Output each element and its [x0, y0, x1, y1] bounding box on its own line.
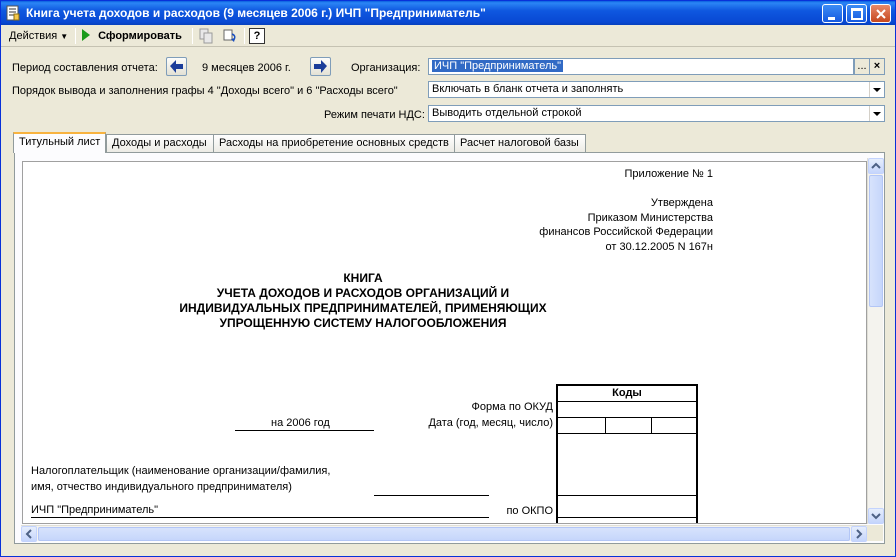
scroll-down-button[interactable]	[868, 508, 884, 524]
taxpayer-underline	[374, 495, 489, 496]
org-clear-button[interactable]: ×	[869, 58, 885, 75]
close-button[interactable]	[870, 4, 891, 23]
codes-table	[556, 384, 698, 524]
window-title: Книга учета доходов и расходов (9 месяцев 2006 г.) ИЧП "Предприниматель"	[26, 6, 486, 20]
book-title-3: ИНДИВИДУАЛЬНЫХ ПРЕДПРИНИМАТЕЛЕЙ, ПРИМЕНЯЮЩИХ	[179, 301, 547, 315]
scroll-left-button[interactable]	[21, 526, 37, 542]
refresh-icon	[222, 28, 238, 44]
codes-header-row	[558, 386, 696, 402]
help-button[interactable]	[249, 28, 265, 44]
maximize-icon	[847, 5, 868, 24]
play-icon	[81, 29, 91, 41]
tab-tax-base[interactable]: Расчет налоговой базы	[454, 134, 586, 152]
codes-date-row	[558, 418, 696, 434]
taxpayer-name: ИЧП "Предприниматель"	[31, 504, 159, 516]
cell-divider	[605, 418, 606, 433]
actions-menu[interactable]	[9, 27, 68, 45]
generate-label: Сформировать	[98, 30, 182, 42]
org-input[interactable]	[428, 58, 854, 75]
vertical-scroll-thumb[interactable]	[869, 175, 883, 307]
generate-button[interactable]	[81, 27, 182, 45]
title-bar[interactable]	[1, 1, 895, 25]
minimize-button[interactable]	[822, 4, 843, 23]
approved-line-1: Утверждена	[650, 197, 713, 209]
document-app-icon	[5, 5, 21, 21]
book-title-2: УЧЕТА ДОХОДОВ И РАСХОДОВ ОРГАНИЗАЦИЙ И	[216, 286, 510, 300]
approved-line-2: Приказом Министерства	[587, 212, 713, 224]
period-value: 9 месяцев 2006 г.	[202, 62, 291, 74]
order-value: Включать в бланк отчета и заполнять	[432, 83, 624, 95]
horizontal-scroll-thumb[interactable]	[38, 527, 850, 541]
tab-panel	[14, 152, 885, 544]
codes-okpo-row	[558, 496, 696, 518]
chevron-left-icon	[22, 527, 36, 541]
codes-blank-row	[558, 434, 696, 496]
copy-icon	[198, 28, 214, 44]
chevron-down-icon[interactable]	[869, 82, 884, 97]
copy-button[interactable]	[198, 27, 216, 45]
vertical-scrollbar[interactable]	[867, 158, 883, 524]
org-label: Организация:	[351, 62, 421, 74]
year-underline	[235, 430, 374, 431]
tab-income-expenses[interactable]: Доходы и расходы	[106, 134, 214, 152]
tab-fixed-assets[interactable]: Расходы на приобретение основных средств	[213, 134, 455, 152]
book-title-1: КНИГА	[343, 271, 383, 285]
okpo-label: по ОКПО	[506, 505, 553, 517]
arrow-right-icon	[311, 58, 330, 75]
codes-header: Коды	[612, 387, 642, 399]
refresh-button[interactable]	[222, 27, 240, 45]
close-icon	[871, 5, 892, 24]
maximize-button[interactable]	[846, 4, 867, 23]
vat-label: Режим печати НДС:	[324, 109, 425, 121]
order-label: Порядок вывода и заполнения графы 4 "Доходы всего" и 6 "Расходы всего"	[12, 85, 398, 97]
scroll-corner	[867, 525, 883, 541]
cell-divider	[651, 418, 652, 433]
chevron-right-icon	[852, 527, 866, 541]
arrow-left-icon	[167, 58, 186, 75]
minimize-icon	[823, 5, 844, 24]
toolbar	[1, 25, 895, 47]
vat-value: Выводить отдельной строкой	[432, 107, 582, 119]
approved-line-4: от 30.12.2005 N 167н	[605, 241, 713, 253]
org-value: ИЧП "Предприниматель"	[434, 60, 562, 72]
book-title-4: УПРОЩЕННУЮ СИСТЕМУ НАЛОГООБЛОЖЕНИЯ	[219, 316, 507, 330]
chevron-down-icon: ▼	[60, 32, 69, 41]
toolbar-separator	[75, 28, 76, 44]
actions-label: Действия	[9, 30, 58, 42]
vat-select[interactable]	[428, 105, 885, 122]
appendix-label: Приложение № 1	[624, 168, 713, 180]
help-icon: ?	[253, 30, 261, 42]
period-prev-button[interactable]	[166, 57, 187, 76]
period-next-button[interactable]	[310, 57, 331, 76]
taxpayer-label-1: Налогоплательщик (наименование организации/фамилия,	[31, 465, 331, 477]
toolbar-separator	[192, 28, 193, 44]
scroll-right-button[interactable]	[851, 526, 867, 542]
scroll-up-button[interactable]	[868, 158, 884, 174]
approved-line-3: финансов Российской Федерации	[539, 226, 713, 238]
taxpayer-label-2: имя, отчество индивидуального предпринимателя)	[31, 481, 292, 493]
okud-label: Форма по ОКУД	[471, 401, 553, 413]
horizontal-scrollbar[interactable]	[21, 525, 867, 541]
period-label: Период составления отчета:	[12, 62, 158, 74]
toolbar-separator	[244, 28, 245, 44]
tab-title-page[interactable]: Титульный лист	[13, 132, 106, 153]
chevron-down-icon[interactable]	[869, 106, 884, 121]
chevron-down-icon	[869, 509, 883, 523]
chevron-up-icon	[869, 159, 883, 173]
year-label: на 2006 год	[271, 417, 330, 429]
taxpayer-name-underline	[31, 517, 489, 518]
org-select-button[interactable]: ...	[854, 58, 870, 75]
spreadsheet-document[interactable]	[22, 161, 867, 524]
date-label: Дата (год, месяц, число)	[428, 417, 553, 429]
codes-okud-row	[558, 402, 696, 418]
order-select[interactable]	[428, 81, 885, 98]
